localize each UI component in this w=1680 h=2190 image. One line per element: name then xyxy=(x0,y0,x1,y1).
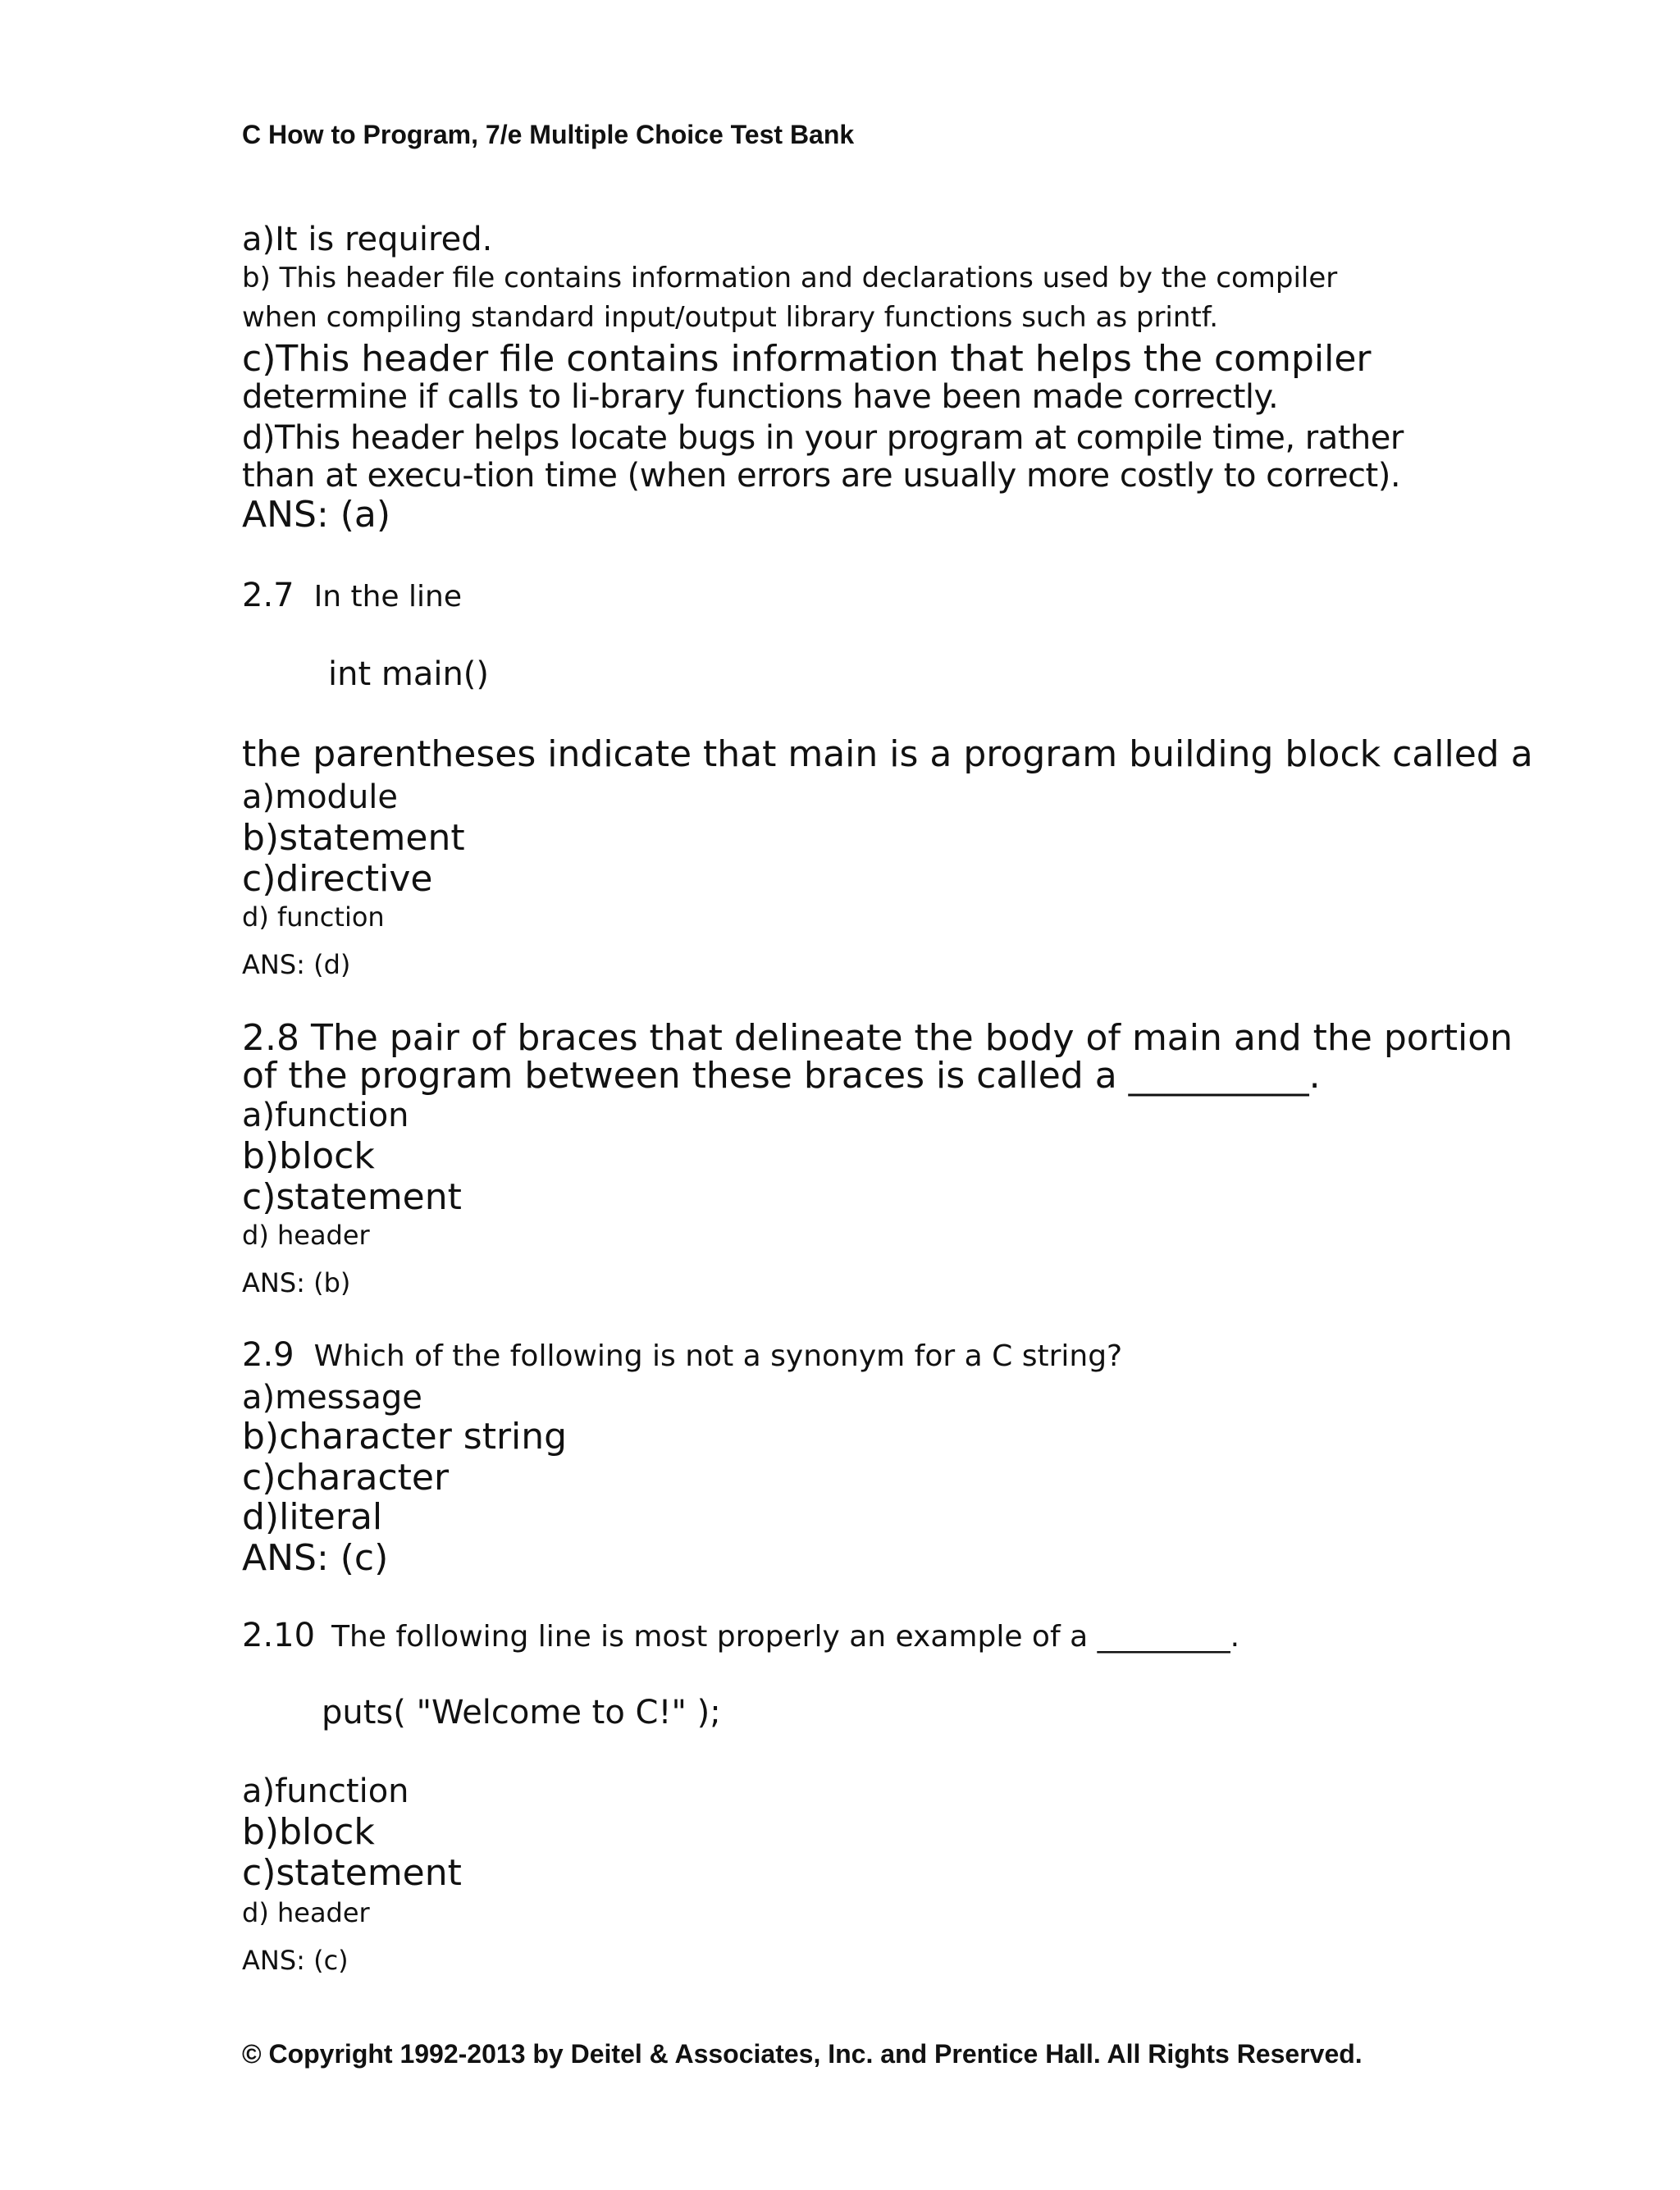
prev-option-a: a)It is required. xyxy=(242,221,493,258)
question-2-10-code: puts( "Welcome to C!" ); xyxy=(322,1694,721,1731)
prev-option-c-line1: c)This header file contains information that helps the compiler xyxy=(242,338,1372,380)
question-2-10-option-a: a)function xyxy=(242,1773,409,1810)
footer-copyright: © Copyright 1992-2013 by Deitel & Associates, Inc. and Prentice Hall. All Rights Reserved. xyxy=(242,2039,1363,2069)
prev-option-b-line1: b) This header file contains information and declarations used by the compiler xyxy=(242,262,1338,294)
question-text: Which of the following is not a synonym for a C string? xyxy=(313,1339,1123,1373)
question-text: The following line is most properly an example of a _________. xyxy=(331,1620,1240,1654)
prev-option-c-line2: determine if calls to li-brary functions have been made correctly. xyxy=(242,378,1279,416)
question-2-8-option-b: b)block xyxy=(242,1135,375,1177)
question-2-10-option-c: c)statement xyxy=(242,1852,462,1894)
question-2-9-option-c: c)character xyxy=(242,1457,450,1499)
question-2-9-option-d: d)literal xyxy=(242,1496,383,1538)
question-number: 2.7 xyxy=(242,577,294,614)
prev-answer: ANS: (a) xyxy=(242,494,391,536)
question-2-7-option-b: b)statement xyxy=(242,817,465,859)
question-2-8-line2: of the program between these braces is called a __________. xyxy=(242,1055,1321,1097)
question-2-9-option-b: b)character string xyxy=(242,1416,568,1458)
prev-option-b-line2: when compiling standard input/output library functions such as printf. xyxy=(242,301,1219,334)
question-2-8-option-d: d) header xyxy=(242,1220,370,1251)
question-2-9-answer: ANS: (c) xyxy=(242,1537,389,1579)
prev-option-d-line2: than at execu-tion time (when errors are usually more costly to correct). xyxy=(242,457,1401,495)
question-2-8-option-c: c)statement xyxy=(242,1176,462,1218)
prev-option-d-line1: d)This header helps locate bugs in your program at compile time, rather xyxy=(242,419,1404,457)
question-number: 2.10 xyxy=(242,1617,316,1654)
question-2-10-option-d: d) header xyxy=(242,1897,370,1928)
question-2-7-code: int main() xyxy=(328,655,490,693)
question-2-7-option-c: c)directive xyxy=(242,858,433,900)
question-2-7-option-d: d) function xyxy=(242,901,385,933)
question-2-8-option-a: a)function xyxy=(242,1097,409,1134)
question-2-10-option-b: b)block xyxy=(242,1811,375,1853)
question-2-9-option-a: a)message xyxy=(242,1379,422,1417)
question-number: 2.9 xyxy=(242,1336,294,1374)
question-2-10-answer: ANS: (c) xyxy=(242,1945,349,1976)
question-2-7-option-a: a)module xyxy=(242,778,399,816)
question-2-8-line1: 2.8 The pair of braces that delineate the body of main and the portion xyxy=(242,1017,1513,1059)
question-2-7-heading xyxy=(242,579,462,612)
question-2-10-heading xyxy=(242,1619,1239,1652)
question-2-7-stem: the parentheses indicate that main is a program building block called a xyxy=(242,733,1533,775)
question-2-7-answer: ANS: (d) xyxy=(242,949,351,980)
question-text: In the line xyxy=(313,580,462,614)
question-2-8-answer: ANS: (b) xyxy=(242,1267,351,1298)
question-2-9-heading xyxy=(242,1336,1123,1374)
page-header-title: C How to Program, 7/e Multiple Choice Test Bank xyxy=(242,120,855,149)
